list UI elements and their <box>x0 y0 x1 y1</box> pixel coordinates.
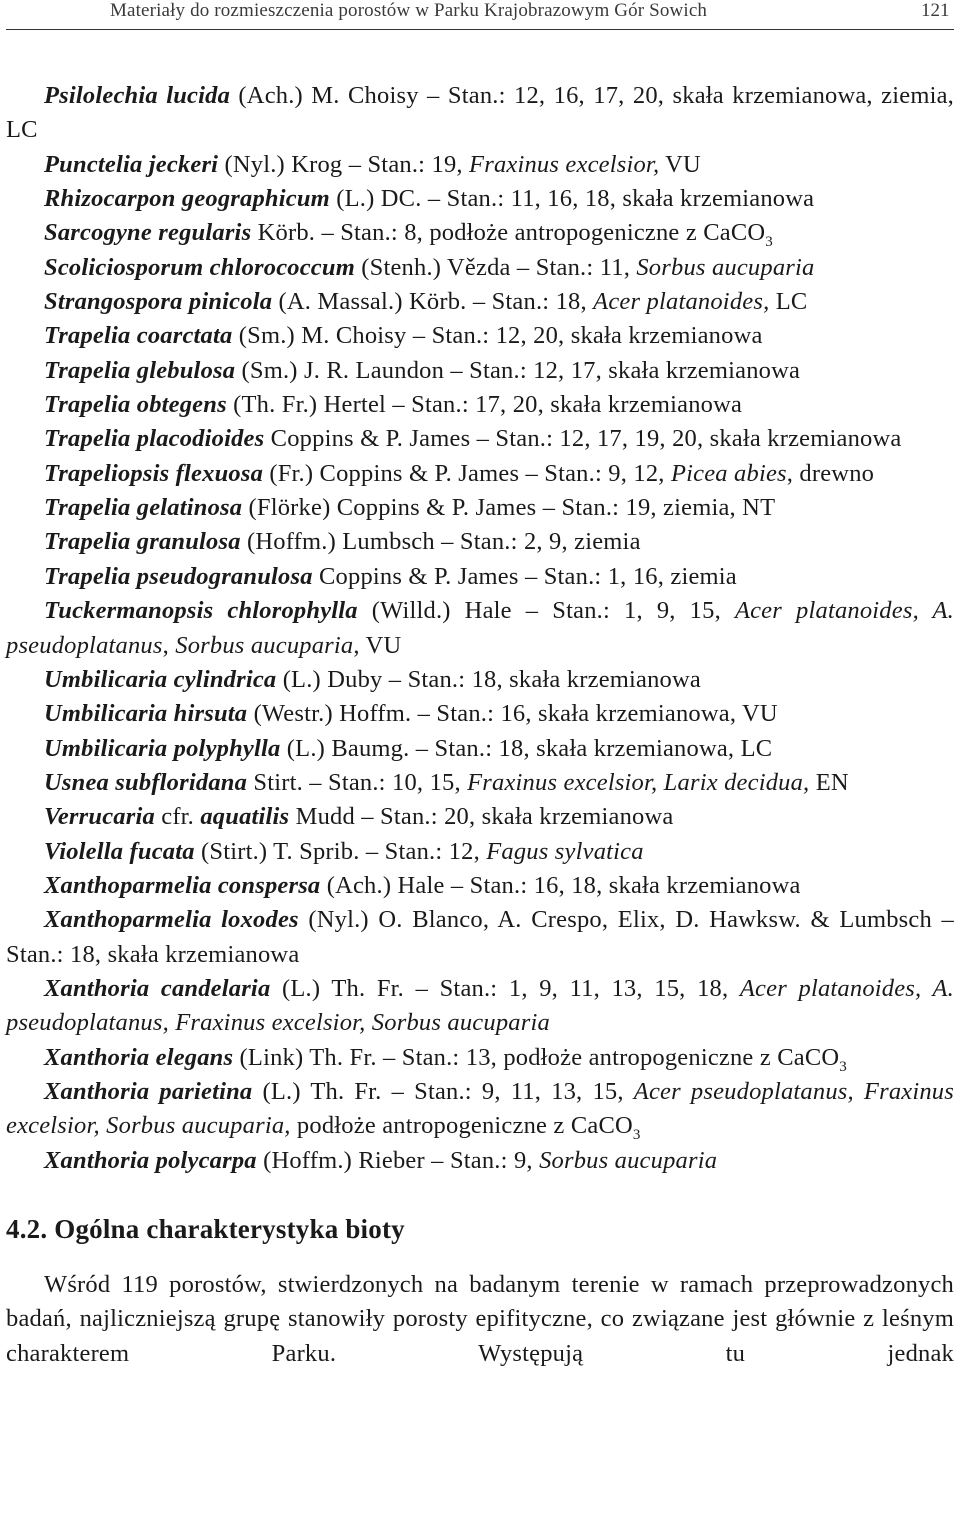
species-entry: Trapelia obtegens (Th. Fr.) Hertel – Stan.: 17, 20, skała krzemianowa <box>44 391 743 419</box>
section-heading: 4.2. Ogólna charakterystyka bioty <box>6 1214 405 1244</box>
species-entry: Umbilicaria polyphylla (L.) Baumg. – Stan.: 18, skała krzemianowa, LC <box>44 734 773 762</box>
species-entry: Trapelia pseudogranulosa Coppins & P. James – Stan.: 1, 16, ziemia <box>44 562 737 590</box>
species-entry: Scoliciosporum chlorococcum (Stenh.) Vězda – Stan.: 11, Sorbus aucuparia <box>44 253 815 281</box>
species-entry: Strangospora pinicola (A. Massal.) Körb. – Stan.: 18, Acer platanoides, LC <box>44 288 808 316</box>
header-rule <box>6 29 954 30</box>
species-entry: Tuckermanopsis chlorophylla (Willd.) Hale – Stan.: 1, 9, 15, Acer platanoides, A. pseudoplatanus, Sorbus aucuparia, VU <box>6 597 954 659</box>
species-list <box>6 79 954 1371</box>
species-entry: Xanthoria polycarpa (Hoffm.) Rieber – Stan.: 9, Sorbus aucuparia <box>44 1146 718 1174</box>
species-entry: Xanthoparmelia conspersa (Ach.) Hale – Stan.: 16, 18, skała krzemianowa <box>44 871 801 899</box>
species-entry: Umbilicaria hirsuta (Westr.) Hoffm. – Stan.: 16, skała krzemianowa, VU <box>44 700 778 728</box>
species-entry: Violella fucata (Stirt.) T. Sprib. – Stan.: 12, Fagus sylvatica <box>44 837 644 865</box>
page-number: 121 <box>921 0 950 21</box>
section-paragraph: Wśród 119 porostów, stwierdzonych na badanym terenie w ramach przeprowadzonych badań, najliczniejszą grupę stanowiły porosty epifityczne, co związane jest głównie z leśnym charakterem Parku. Występują tu jednak <box>6 1271 954 1367</box>
species-entry: Xanthoria candelaria (L.) Th. Fr. – Stan.: 1, 9, 11, 13, 15, 18, Acer platanoides, A. pseudoplatanus, Fraxinus excelsior, Sorbus aucuparia <box>6 974 954 1037</box>
species-entry: Trapelia placodioides Coppins & P. James – Stan.: 12, 17, 19, 20, skała krzemianowa <box>44 425 902 453</box>
species-entry: Sarcogyne regularis Körb. – Stan.: 8, podłoże antropogeniczne z CaCO$_3$ <box>44 219 773 251</box>
species-entry: Xanthoria elegans (Link) Th. Fr. – Stan.: 13, podłoże antropogeniczne z CaCO$_3$ <box>44 1043 847 1075</box>
running-header <box>0 0 960 30</box>
species-entry: Rhizocarpon geographicum (L.) DC. – Stan.: 11, 16, 18, skała krzemianowa <box>44 185 815 213</box>
species-entry: Trapelia granulosa (Hoffm.) Lumbsch – Stan.: 2, 9, ziemia <box>44 528 641 556</box>
species-entry: Trapelia glebulosa (Sm.) J. R. Laundon – Stan.: 12, 17, skała krzemianowa <box>44 356 801 384</box>
species-entry: Trapeliopsis flexuosa (Fr.) Coppins & P. James – Stan.: 9, 12, Picea abies, drewno <box>44 459 875 487</box>
species-entry: Verrucaria cfr. aquatilis Mudd – Stan.: 20, skała krzemianowa <box>44 803 674 831</box>
running-title: Materiały do rozmieszczenia porostów w Parku Krajobrazowym Gór Sowich <box>110 0 708 21</box>
species-entry: Punctelia jeckeri (Nyl.) Krog – Stan.: 19, Fraxinus excelsior, VU <box>44 150 701 178</box>
species-entry: Xanthoparmelia loxodes (Nyl.) O. Blanco, A. Crespo, Elix, D. Hawksw. & Lumbsch – Stan.: 18, skała krzemianowa <box>6 906 954 968</box>
species-entry: Xanthoria parietina (L.) Th. Fr. – Stan.: 9, 11, 13, 15, Acer pseudoplatanus, Fraxinus excelsior, Sorbus aucuparia, podłoże antropogeniczne z CaCO$_3$ <box>6 1077 954 1144</box>
species-entry: Trapelia gelatinosa (Flörke) Coppins & P. James – Stan.: 19, ziemia, NT <box>44 494 776 522</box>
species-entry: Trapelia coarctata (Sm.) M. Choisy – Stan.: 12, 20, skała krzemianowa <box>44 322 763 350</box>
species-entry: Umbilicaria cylindrica (L.) Duby – Stan.: 18, skała krzemianowa <box>44 665 701 693</box>
species-entry: Psilolechia lucida (Ach.) M. Choisy – Stan.: 12, 16, 17, 20, skała krzemianowa, ziemia, LC <box>6 82 954 144</box>
species-entry: Usnea subfloridana Stirt. – Stan.: 10, 15, Fraxinus excelsior, Larix decidua, EN <box>44 768 849 796</box>
